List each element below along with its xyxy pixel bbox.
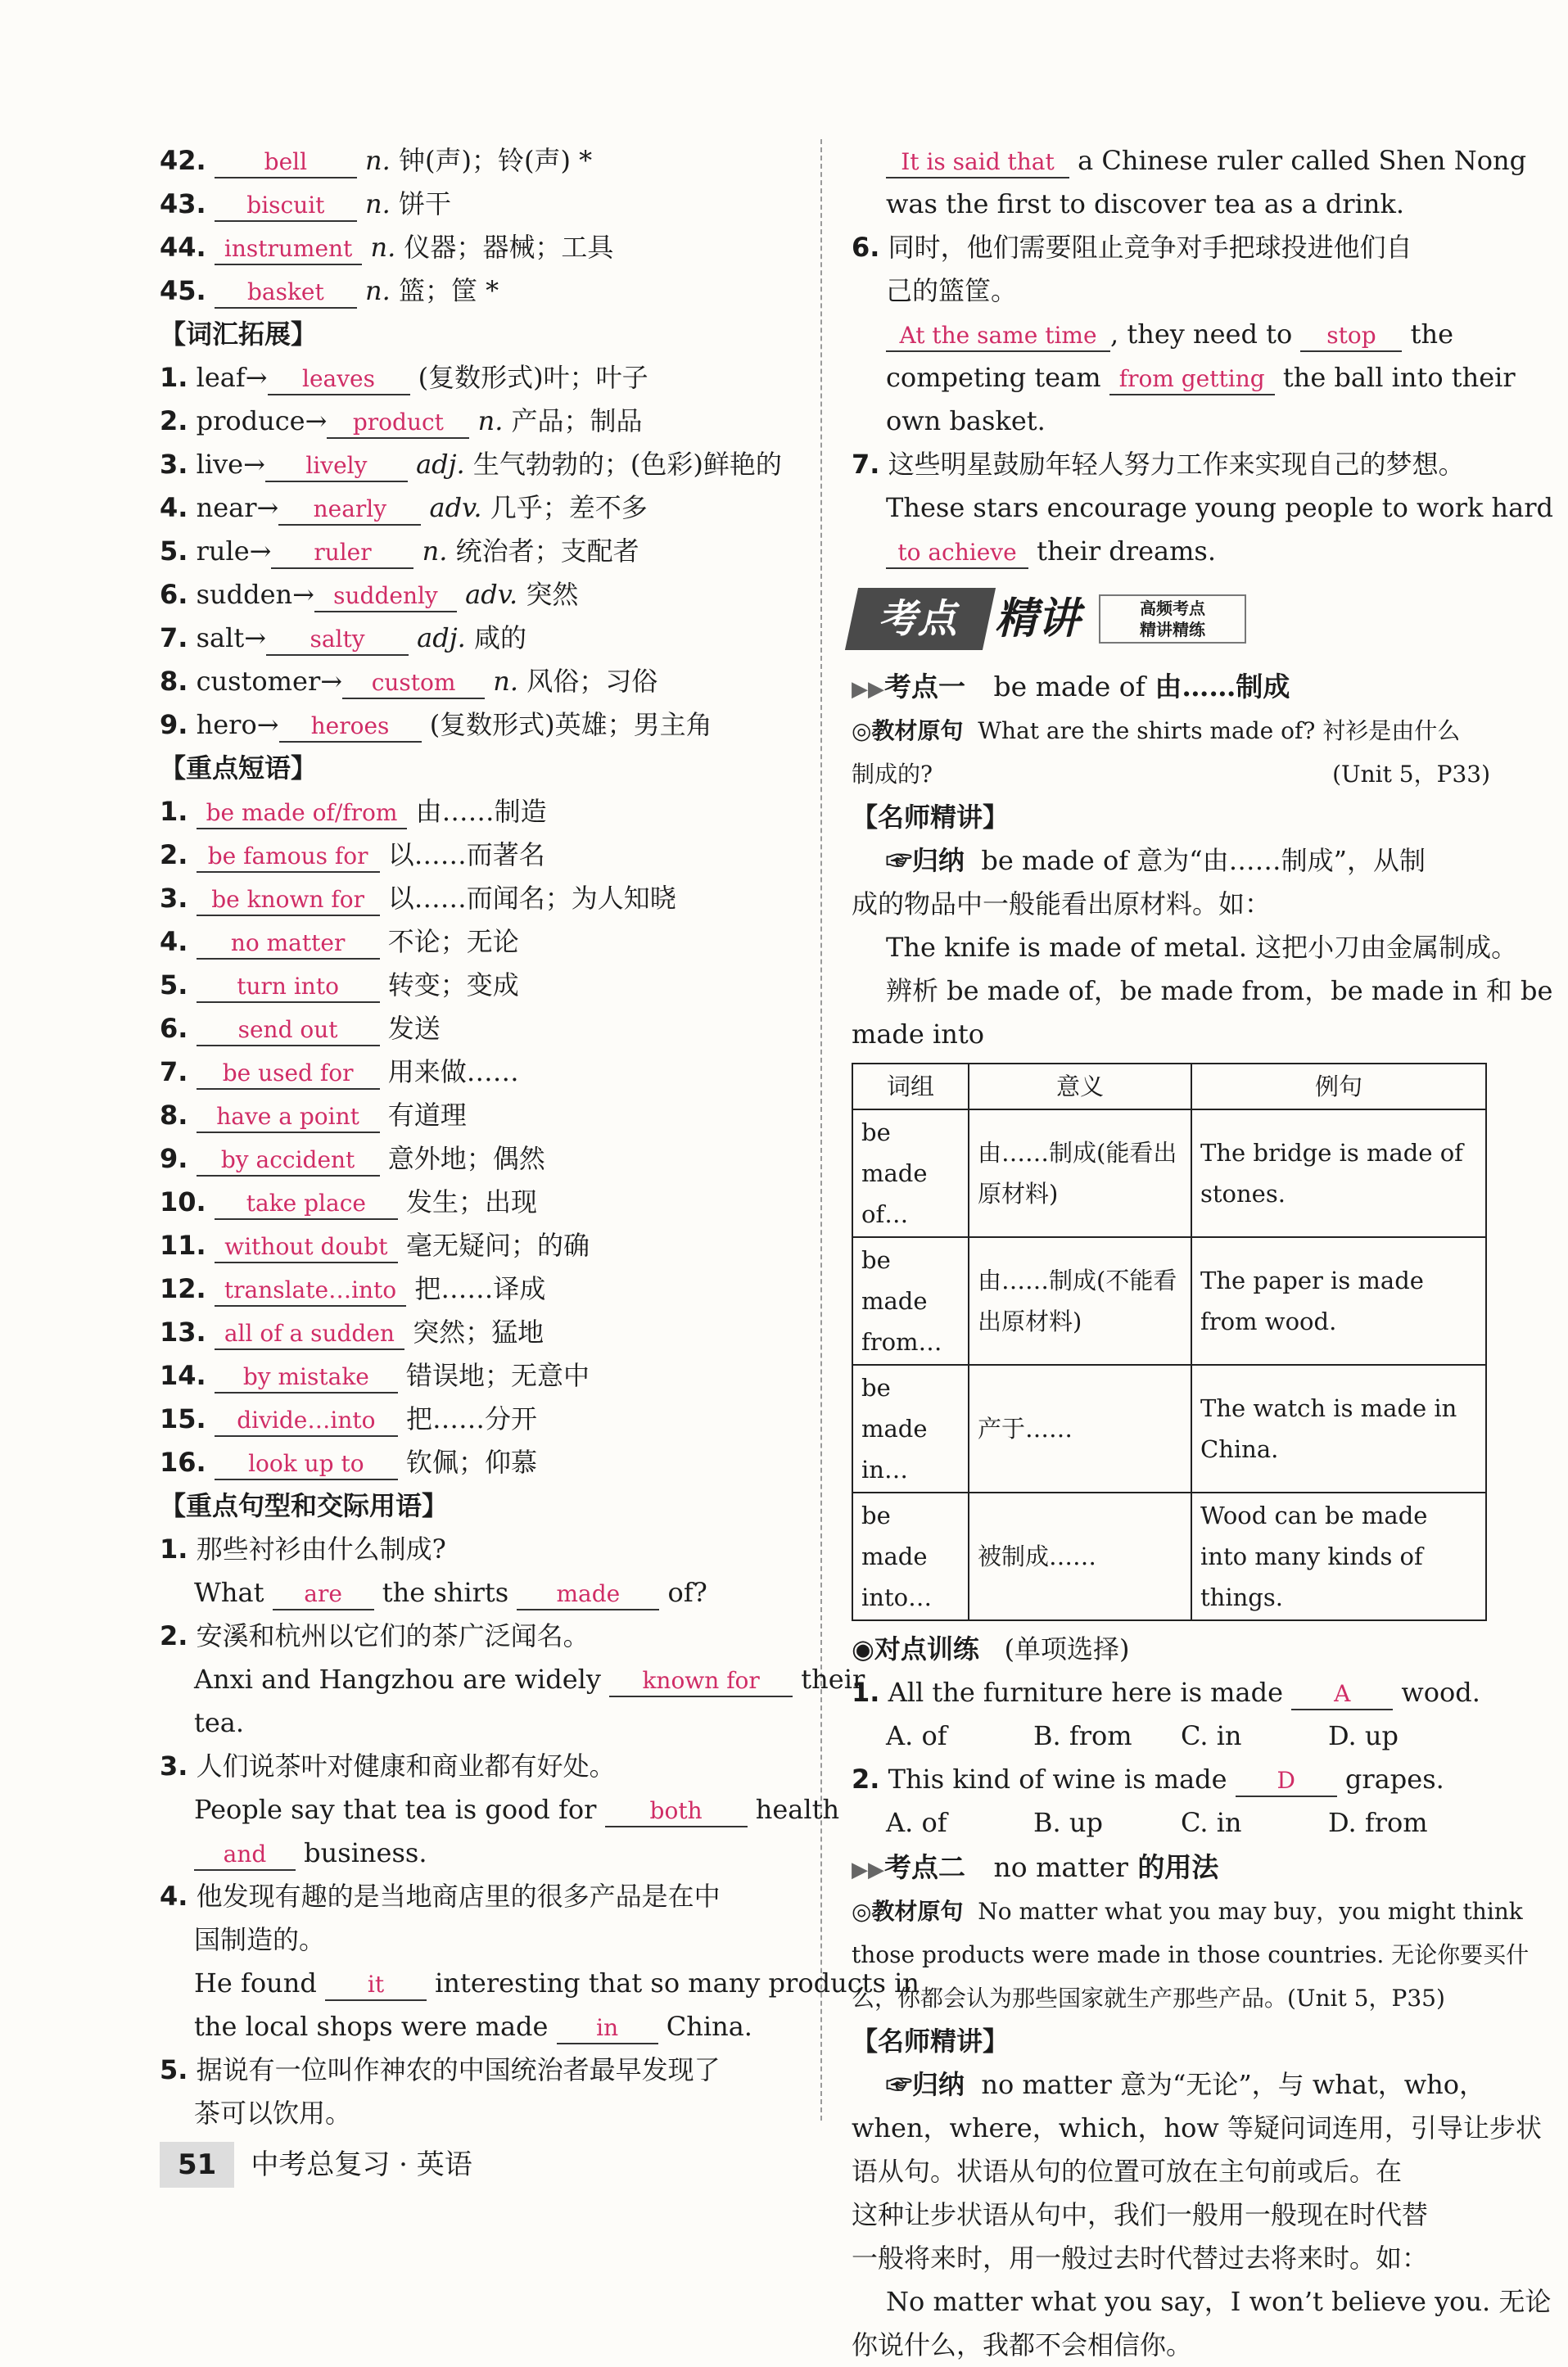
section-key-phrases: 【重点短语】 [160,752,318,784]
answer-blank: suddenly [314,581,457,612]
answer-blank: A [1291,1679,1393,1710]
answer-blank: send out [197,1015,380,1046]
answer-blank: heroes [279,711,422,743]
answer-blank: by mistake [215,1362,398,1394]
phrase-item: 11. without doubt 毫无疑问；的确 [160,1224,798,1267]
option: C. in [1181,1720,1242,1751]
sentence-3: 3. 人们说茶叶对健康和商业都有好处。 People say that tea is good for both health and business. [160,1745,798,1875]
comparison-table [852,1063,1487,1621]
phrase-item: 6. send out 发送 [160,1007,798,1050]
answer-blank: leaves [268,364,410,395]
vocab-item: 42. bell n. 钟(声)；铃(声) * [160,139,798,183]
table-cell: 被制成…… [969,1493,1191,1620]
answer-blank: It is said that [886,147,1069,178]
vocab-expand-item: 1. leaf→ leaves (复数形式)叶；叶子 [160,356,798,400]
answer-blank: by accident [197,1145,380,1177]
answer-blank: take place [215,1189,398,1220]
vocab-expand-item: 2. produce→ product n. 产品；制品 [160,400,798,443]
vocab-expand-item: 6. sudden→ suddenly adv. 突然 [160,573,798,617]
answer-blank: and [194,1840,296,1871]
vocab-expand-item: 4. near→ nearly adv. 几乎；差不多 [160,486,798,530]
table-cell: The watch is made in China. [1191,1365,1486,1493]
phrase-item: 7. be used for 用来做…… [160,1050,798,1094]
answer-blank: look up to [215,1449,398,1480]
phrase-item: 5. turn into 转变；变成 [160,964,798,1007]
answer-blank: nearly [278,495,421,526]
answer-blank: instrument [215,234,362,265]
phrase-item: 13. all of a sudden 突然；猛地 [160,1311,798,1354]
phrase-item: 3. be known for 以……而闻名；为人知晓 [160,877,798,920]
vocab-item: 45. basket n. 篮；筐 * [160,269,798,313]
option: A. of [886,1720,947,1751]
vocab-expand-item: 5. rule→ ruler n. 统治者；支配者 [160,530,798,573]
answer-blank: be made of/from [197,798,408,829]
table-row [852,1493,1486,1620]
book-title: 中考总复习 · 英语 [251,2148,472,2181]
phrase-item: 9. by accident 意外地；偶然 [160,1137,798,1181]
answer-blank: translate…into [215,1276,406,1307]
table-header-row: 词组 意义 例句 [852,1064,1486,1109]
vocab-item: 43. biscuit n. 饼干 [160,183,798,226]
right-column [852,139,1553,2367]
table-row [852,1365,1486,1493]
phrase-item: 10. take place 发生；出现 [160,1181,798,1224]
section-vocab-expand: 【词汇拓展】 [160,318,318,350]
option: D. from [1328,1807,1428,1838]
double-arrow-icon: ▶▶ [852,677,884,702]
answer-blank: product [327,408,469,439]
table-cell: Wood can be made into many kinds of things. [1191,1493,1486,1620]
answer-blank: all of a sudden [215,1319,404,1350]
answer-blank: custom [342,668,485,699]
table-cell: The bridge is made of stones. [1191,1109,1486,1237]
double-arrow-icon: ▶▶ [852,1858,884,1882]
sentence-1: 1. 那些衬衫由什么制成? What are the shirts made of? [160,1528,798,1615]
phrase-item: 12. translate…into 把……译成 [160,1267,798,1311]
answer-blank: be used for [197,1059,380,1090]
phrase-item: 4. no matter 不论；无论 [160,920,798,964]
answer-blank: D [1236,1766,1337,1797]
table-cell: The paper is made from wood. [1191,1237,1486,1365]
phrase-item: 2. be famous for 以……而著名 [160,833,798,877]
vocab-expand-item: 7. salt→ salty adj. 咸的 [160,617,798,660]
answer-blank: to achieve [886,538,1028,569]
answer-blank: turn into [197,972,380,1003]
table-cell: be made of… [852,1109,969,1237]
option: B. up [1033,1807,1103,1838]
answer-blank: At the same time [886,321,1110,352]
answer-blank: biscuit [215,191,357,222]
answer-blank: in [557,2013,658,2044]
key-point-2: ▶▶考点二 no matter 的用法 ◎教材原句 No matter what you may buy，you might think those products were made in those countries. 无论你要买什 么，你都会认为那些国家就生产那些产品。(Unit 5，P35) 【名师精讲】 ☞归纳 no matter 意为“无论”，与 what，who， when，where，which，how 等疑问词连用，引导让步状 语从句。状语从句的位置可放在主句前或后。在 这种让步状语从句中，我们一般用一般现在时代替 一般将来时，用一般过去时代替过去将来时。如： No matter what you say，I won’t believe you. 无论 你说什么，我都不会相信你。 [852,1851,1552,2360]
answer-blank: salty [266,625,409,656]
page-footer [160,2142,472,2188]
table-row [852,1109,1486,1237]
answer-blank: basket [215,278,357,309]
section-key-sentences: 【重点句型和交际用语】 [160,1490,449,1521]
answer-blank: are [273,1579,374,1610]
sentence-6: 6. 同时，他们需要阻止竞争对手把球投进他们自 己的篮筐。 At the same time , they need to stop the competing team from getting the ball into their own basket. [852,232,1516,436]
option: B. from [1033,1720,1132,1751]
table-row [852,1237,1486,1365]
vocab-expand-item: 8. customer→ custom n. 风俗；习俗 [160,660,798,703]
answer-blank: bell [215,147,357,178]
vocab-expand-item: 9. hero→ heroes (复数形式)英雄；男主角 [160,703,798,747]
table-cell: be made in… [852,1365,969,1493]
banner-key-point: 考点 [845,588,996,650]
answer-blank: it [325,1970,427,2001]
phrase-item: 15. divide…into 把……分开 [160,1398,798,1441]
phrase-item: 1. be made of/from 由……制造 [160,790,798,833]
table-cell: 由……制成(不能看出原材料) [969,1237,1191,1365]
answer-blank: known for [609,1666,793,1697]
answer-blank: from getting [1109,364,1275,395]
table-cell: 产于…… [969,1365,1191,1493]
table-cell: 由……制成(能看出原材料) [969,1109,1191,1237]
answer-blank: without doubt [215,1232,398,1263]
sentence-5: 5. 据说有一位叫作神农的中国统治者最早发现了 茶可以饮用。 [160,2054,721,2129]
answer-blank: be famous for [197,842,380,873]
sentence-4: 4. 他发现有趣的是当地商店里的很多产品是在中 国制造的。 He found it interesting that so many products in the local shops were made in China. [160,1875,798,2049]
answer-blank: have a point [197,1102,380,1133]
vocab-expand-item: 3. live→ lively adj. 生气勃勃的；(色彩)鲜艳的 [160,443,798,486]
option: A. of [886,1807,947,1838]
answer-blank: both [605,1796,748,1827]
answer-blank: stop [1300,321,1402,352]
sentence-5-cont: It is said that a Chinese ruler called Shen Nong was the first to discover tea as a drink. [886,145,1527,219]
answer-blank: lively [265,451,408,482]
banner-explain: 精讲 [995,594,1081,644]
key-point-1: ▶▶考点一 be made of 由……制成 ◎教材原句 What are the shirts made of? 衬衫是由什么 制成的? (Unit 5，P33) 【名师精讲】 ☞归纳 be made of 意为“由……制成”，从制 成的物品中一般能看出原材料。如： The knife is made of metal. 这把小刀由金属制成。 辨析 be made of，be made from，be made in 和 be made into [852,671,1553,1050]
vocab-item: 44. instrument n. 仪器；器械；工具 [160,226,798,269]
page-number: 51 [160,2142,234,2188]
option: C. in [1181,1807,1242,1838]
sentence-2: 2. 安溪和杭州以它们的茶广泛闻名。 Anxi and Hangzhou are widely known for their tea. [160,1620,865,1738]
section-banner [852,581,1490,659]
banner-tag: 高频考点 精讲精练 [1099,594,1246,644]
sentence-7: 7. 这些明星鼓励年轻人努力工作来实现自己的梦想。 These stars encourage young people to work hard to achieve their dreams. [852,443,1490,573]
option: D. up [1328,1720,1399,1751]
answer-blank: be known for [197,885,380,916]
phrase-item: 16. look up to 钦佩；仰慕 [160,1441,798,1484]
answer-blank: no matter [197,928,380,960]
table-cell: be made from… [852,1237,969,1365]
phrase-item: 8. have a point 有道理 [160,1094,798,1137]
answer-blank: ruler [271,538,413,569]
answer-blank: divide…into [215,1406,398,1437]
table-cell: be made into… [852,1493,969,1620]
practice: ◉对点训练 (单项选择) 1. All the furniture here is made A wood. A. of B. from C. in D. up 2. This kind of wine is made D grapes. A. of B. up C. in D. from [852,1628,1490,1845]
answer-blank: made [517,1579,659,1610]
phrase-item: 14. by mistake 错误地；无意中 [160,1354,798,1398]
